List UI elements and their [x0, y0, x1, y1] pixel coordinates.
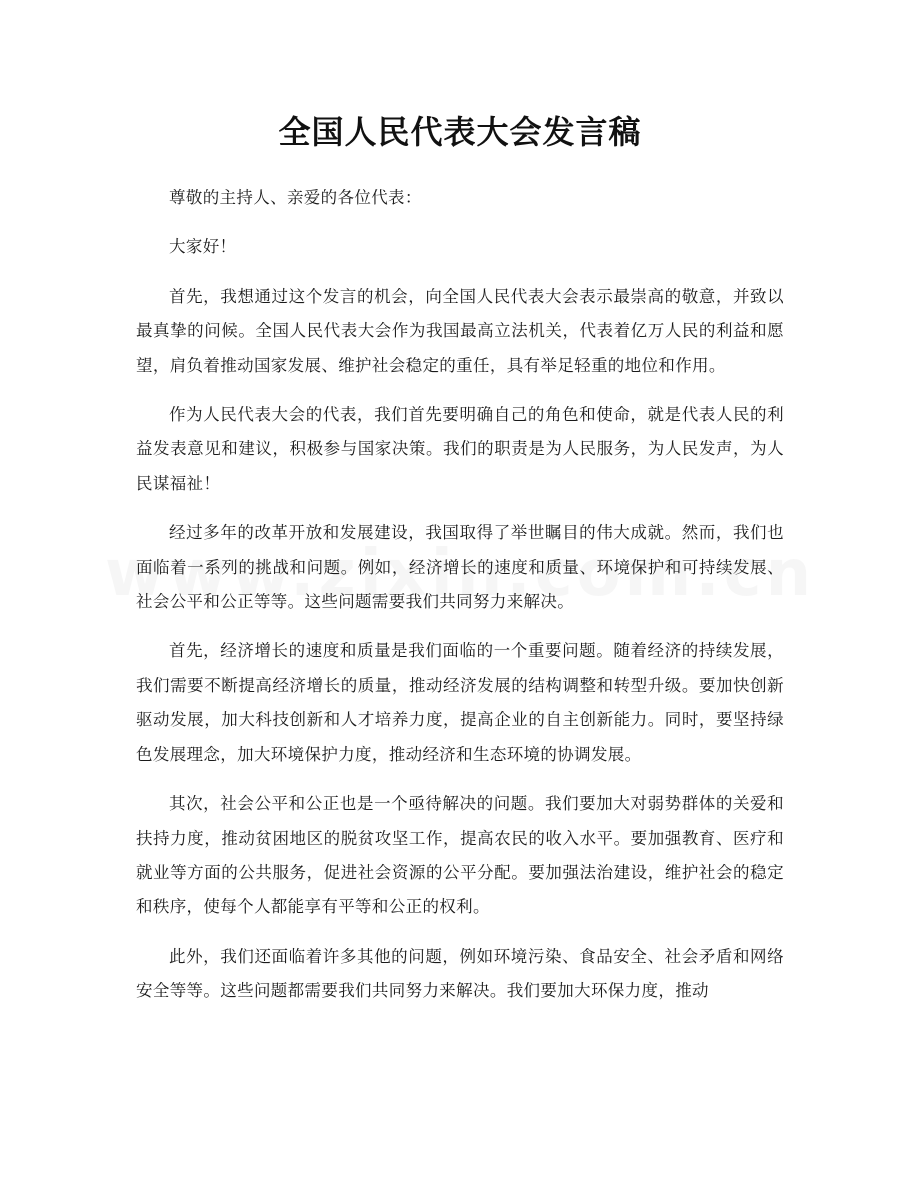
paragraph: 此外，我们还面临着许多其他的问题，例如环境污染、食品安全、社会矛盾和网络安全等等。这些问题都需要我们共同努力来解决。我们要加大环保力度，推动 — [136, 946, 784, 1001]
document-body — [136, 181, 784, 1024]
page-title: 全国人民代表大会发言稿 — [278, 113, 642, 151]
paragraph: 首先，我想通过这个发言的机会，向全国人民代表大会表示最崇高的敬意，并致以最真挚的问候。全国人民代表大会作为我国最高立法机关，代表着亿万人民的利益和愿望，肩负着推动国家发展、维护社会稳定的重任，具有举足轻重的地位和作用。 — [136, 286, 784, 375]
paragraph-salutation: 尊敬的主持人、亲爱的各位代表： — [169, 188, 422, 207]
paragraph: 首先，经济增长的速度和质量是我们面临的一个重要问题。随着经济的持续发展，我们需要不断提高经济增长的质量，推动经济发展的结构调整和转型升级。要加快创新驱动发展，加大科技创新和人才培养力度，提高企业的自主创新能力。同时，要坚持绿色发展理念，加大环境保护力度，推动经济和生态环境的协调发展。 — [136, 641, 784, 764]
paragraph: 其次，社会公平和公正也是一个亟待解决的问题。我们要加大对弱势群体的关爱和扶持力度，推动贫困地区的脱贫攻坚工作，提高农民的收入水平。要加强教育、医疗和就业等方面的公共服务，促进社会资源的公平分配。要加强法治建设，维护社会的稳定和秩序，使每个人都能享有平等和公正的权利。 — [136, 794, 784, 917]
paragraph: 经过多年的改革开放和发展建设，我国取得了举世瞩目的伟大成就。然而，我们也面临着一系列的挑战和问题。例如，经济增长的速度和质量、环境保护和可持续发展、社会公平和公正等等。这些问题需要我们共同努力来解决。 — [136, 523, 784, 612]
paragraph: 作为人民代表大会的代表，我们首先要明确自己的角色和使命，就是代表人民的利益发表意见和建议，积极参与国家决策。我们的职责是为人民服务，为人民发声，为人民谋福祉！ — [136, 405, 784, 493]
paragraph-greeting: 大家好！ — [169, 237, 237, 257]
